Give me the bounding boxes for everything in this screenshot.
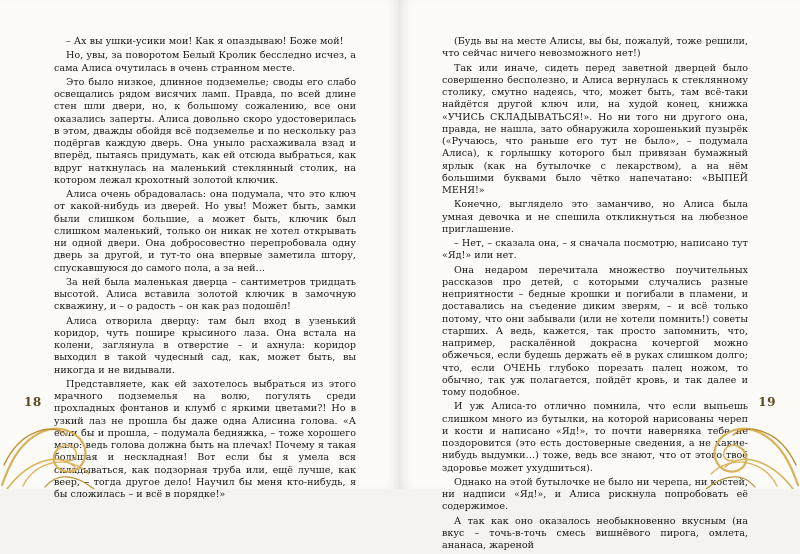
left-paragraph-1: – Ах вы ушки-усики мои! Как я опаздываю! Боже мой!: [66, 36, 344, 47]
right-page-number: 19: [758, 395, 776, 409]
gold-swirl-ornament-icon: [688, 370, 800, 489]
left-paragraph-6: Алиса отворила дверцу: там был вход в узенький коридор, чуть пошире крысиного лаза. Она встала на колени, заглянула в отверстие – и ахнула: коридор выходил в такой чудесный сад, как, может быть, вы никогда и не видывали.: [54, 315, 356, 376]
left-page-number: 18: [24, 395, 42, 409]
left-paragraph-4: Алиса очень обрадовалась: она подумала, что это ключ от какой-нибудь из дверей. Но увы! Может быть, замки были слишком большие, а может быть, ключик был слишком маленький, только он никак не хотел открывать ни одной двери. Она добросовестно перепробовала одну дверь за другой, и тут-то она впервые заметила штору, спускавшуюся до самого пола, а за ней…: [54, 189, 356, 274]
left-paragraph-5: За ней была маленькая дверца – сантиметров тридцать высотой. Алиса вставила золотой ключик в замочную скважину, и – о радость – он как раз подошёл!: [54, 276, 356, 313]
left-paragraph-2: Но, увы, за поворотом Белый Кролик бесследно исчез, а сама Алиса очутилась в очень странном месте.: [54, 50, 356, 74]
left-paragraph-7: Представляете, как ей захотелось выбраться из этого мрачного подземелья на волю, погулять среди прохладных фонтанов и клумб с яркими цветами?! Но в узкий лаз не прошла бы даже одна Алисина голова. «А если бы и прошла, – подумала бедняжка, – тоже хорошего мало: ведь голова должна быть на плечах! Почему я такая большая и нескладная! Вот если бы я умела вся складываться, как подзорная труба или, ещё лучше, как веер, – тогда другое дело! Научил бы меня кто-нибудь, я бы сложилась – и всё в порядке!»: [54, 378, 356, 500]
right-paragraph-8: А так как оно оказалось необыкновенно вкусным (на вкус – точь-в-точь смесь вишнёвого пирога, омлета, ананаса, жареной: [442, 515, 748, 551]
left-paragraph-3: Это было низкое, длинное подземелье; своды его слабо освещались рядом висячих ламп. Правда, по всей длине стен шли двери, но, к большому сожалению, все они оказались заперты. Алиса довольно скоро удостоверилась в этом, дважды обойдя всё подземелье и по нескольку раз подёргав каждую дверь. Она уныло расхаживала взад и вперёд, пытаясь придумать, как ей отсюда выбраться, как вдруг наткнулась на маленький стеклянный столик, на котором лежал крохотный золотой ключик.: [54, 76, 356, 186]
right-paragraph-2: Так или иначе, сидеть перед заветной дверцей было совершенно бесполезно, и Алиса вернулась к стеклянному столику, смутно надеясь, что, может быть, там всё-таки найдётся другой ключ или, на худой конец, книжка «УЧИСЬ СКЛАДЫВАТЬСЯ!». Но ни того ни другого она, правда, не нашла, зато обнаружила хорошенький пузырёк («Ручаюсь, что раньше его тут не было», – подумала Алиса), к горлышку которого был привязан бумажный ярлык (как на бутылочке с лекарством), а на нём большими буквами было чётко напечатано: «ВЫПЕЙ МЕНЯ!»: [442, 62, 748, 196]
right-paragraph-4: – Нет, – сказала она, – я сначала посмотрю, написано тут «Яд!» или нет.: [442, 238, 748, 262]
right-paragraph-3: Конечно, выглядело это заманчиво, но Алиса была умная девочка и не спешила откликнуться на любезное приглашение.: [442, 199, 748, 235]
right-paragraph-7: Однако на этой бутылочке не было ни черепа, ни костей, ни надписи «Яд!», и Алиса рискнула попробовать её содержимое.: [442, 476, 748, 513]
right-paragraph-5: Она недаром перечитала множество поучительных рассказов про детей, с которыми случались разные неприятности – бедные крошки и погибали в пламени, и доставались на съедение диким зверям, – и всё только потому, что они забывали (или не хотели помнить!) советы старших. А ведь, кажется, так просто запомнить, что, например, раскалённой докрасна кочергой можно обжечься, если будешь держать её в руках слишком долго; что, если ОЧЕНЬ глубоко порезать палец ножом, то обычно, так уж полагается, пойдёт кровь, и так далее и тому подобное.: [442, 264, 748, 398]
left-page: [0, 0, 399, 500]
right-page: [400, 0, 800, 551]
right-paragraph-6: И уж Алиса-то отлично помнила, что если выпьешь слишком много из бутылки, на которой нарисованы череп и кости и написано «Яд!», то почти наверняка тебе не поздоровится (это есть достоверные сведения, а не какие-нибудь выдумки…) тоже, ведь все знают, что от этого твоё здоровье может ухудшиться).: [442, 401, 748, 474]
gold-swirl-ornament-icon: [0, 370, 112, 489]
right-paragraph-1: (Будь вы на месте Алисы, вы бы, пожалуй, тоже решили, что сейчас ничего невозможного нет!): [442, 36, 748, 60]
